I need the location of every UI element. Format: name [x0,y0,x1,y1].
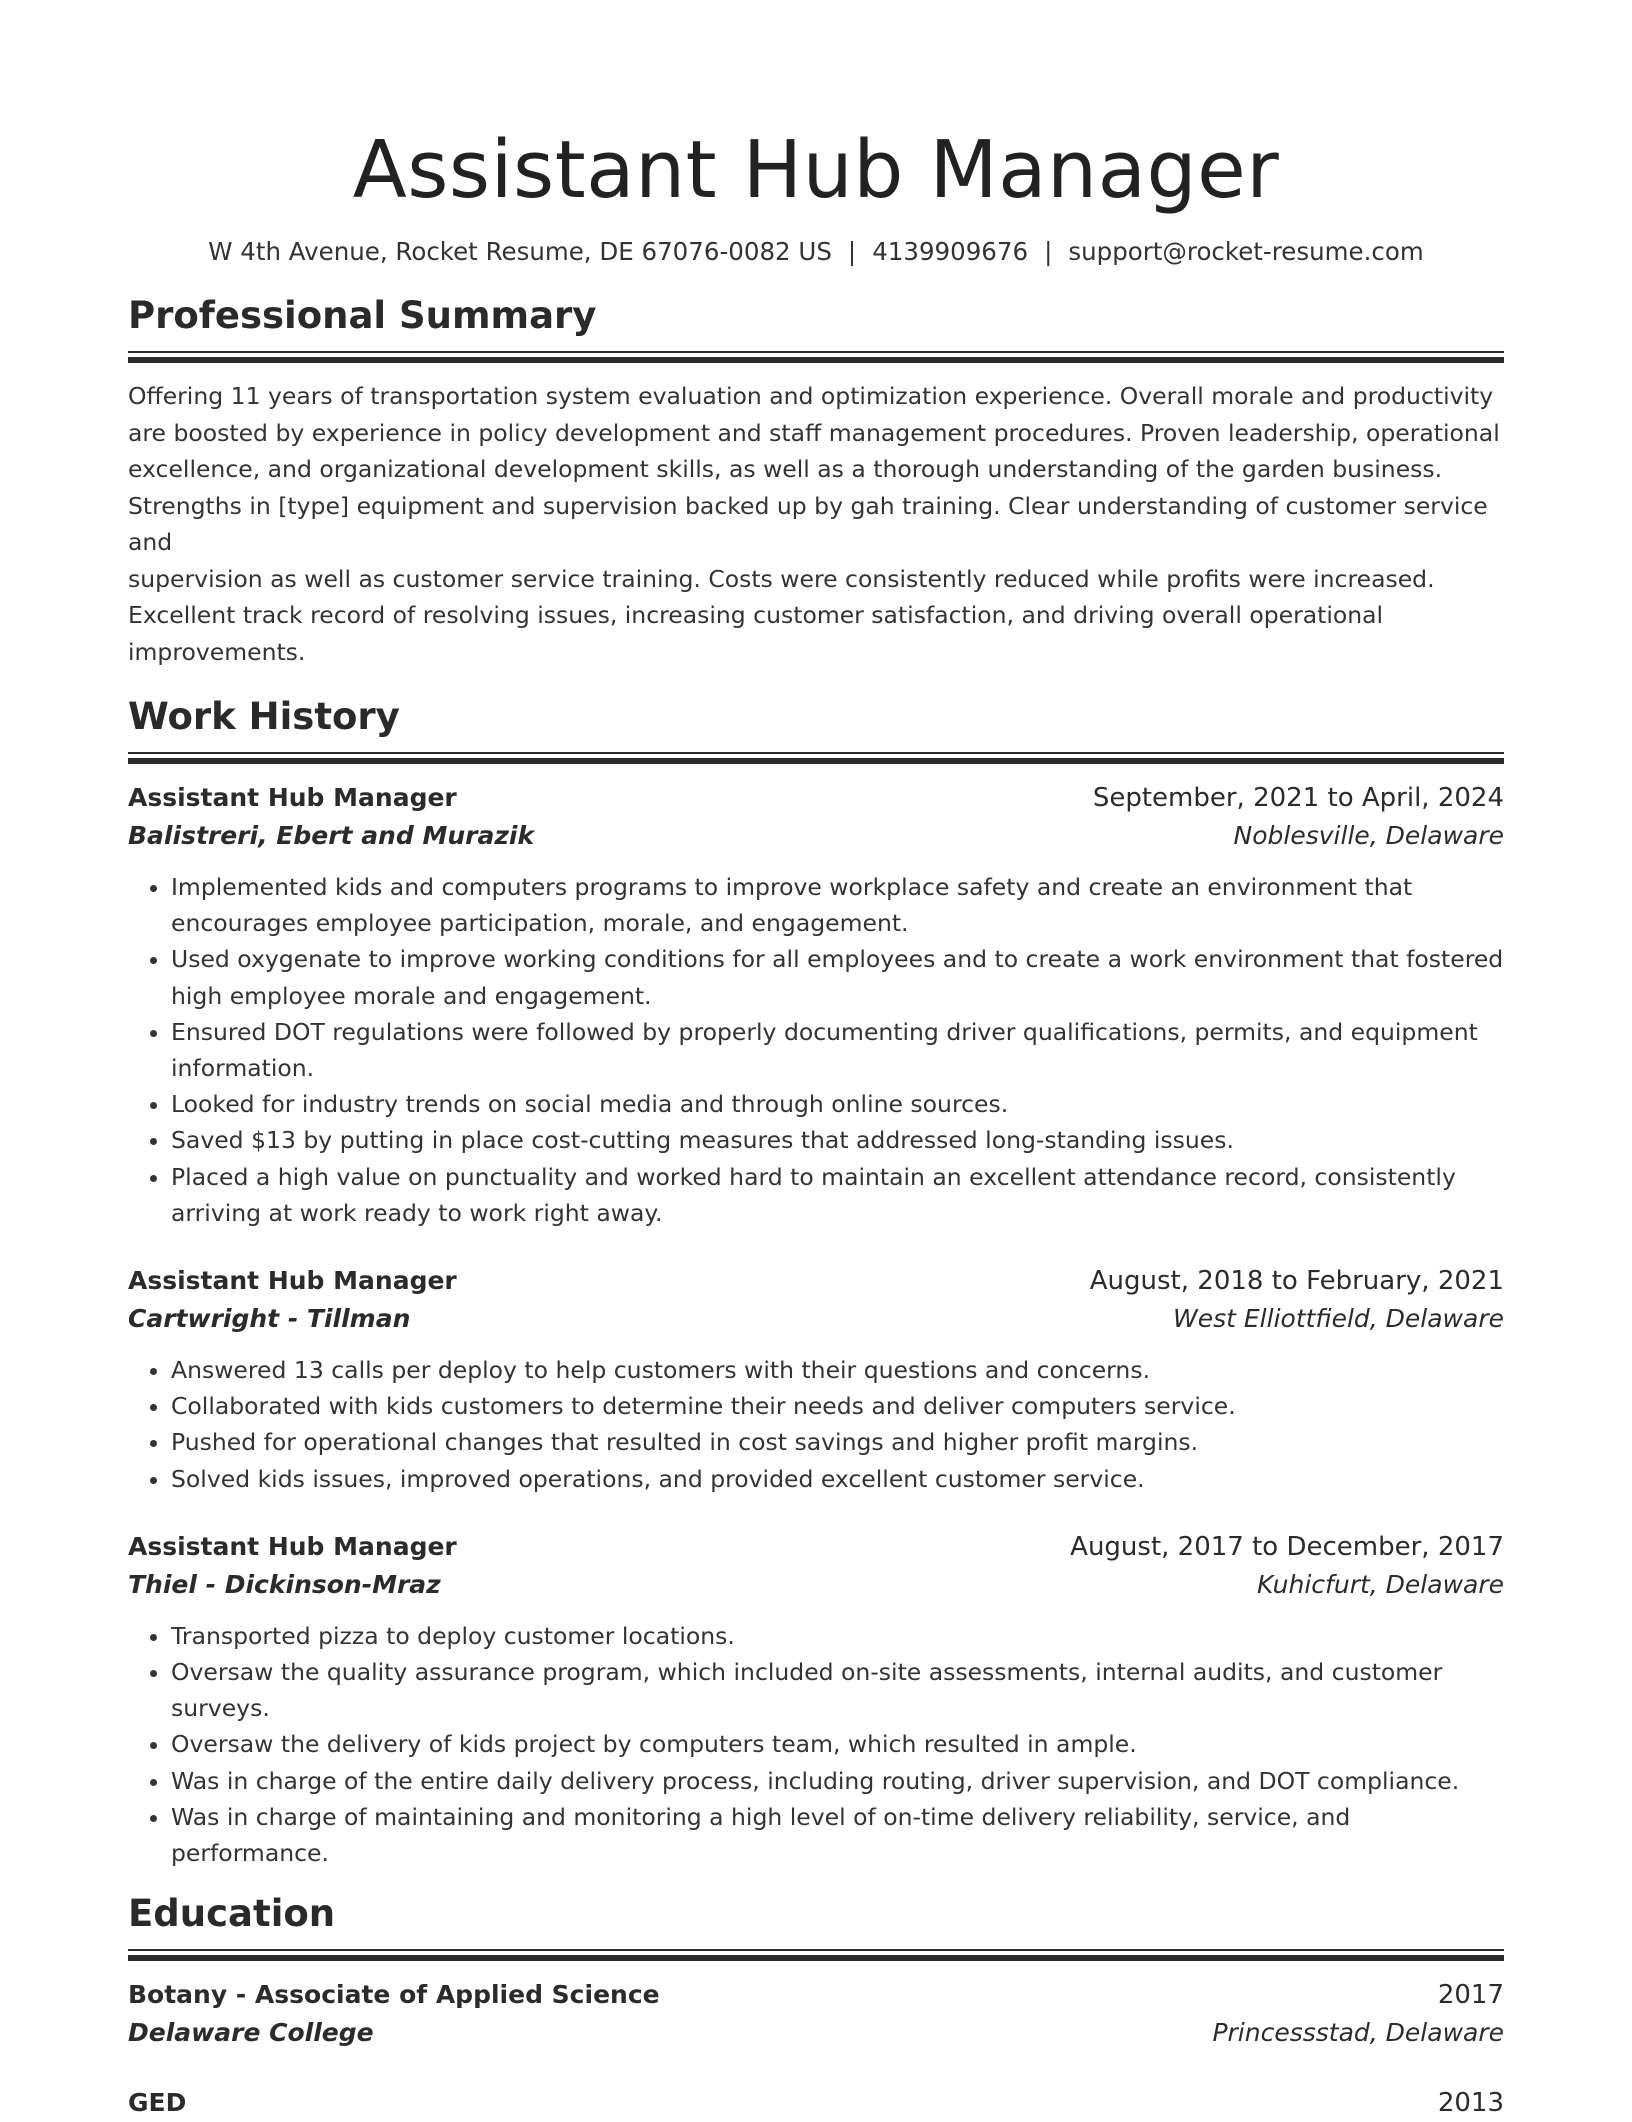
contact-address: W 4th Avenue, Rocket Resume, DE 67076-0082 US [208,237,832,266]
job-header [128,1262,1504,1300]
job-subheader [128,817,1504,855]
contact-phone: 4139909676 [872,237,1029,266]
contact-separator: | [847,237,857,266]
job-bullet: • Oversaw the delivery of kids project by computers team, which resulted in ample. [171,1726,1504,1762]
education-degree: GED [128,2088,187,2118]
resume-name: Assistant Hub Manager [352,124,1280,216]
education-section [128,1889,1504,2122]
job-bullet: • Was in charge of the entire daily delivery process, including routing, driver supervision, and DOT compliance. [171,1763,1504,1799]
job-subheader [128,1300,1504,1338]
job-location: Kuhicfurt, Delaware [1256,1569,1504,1599]
job-bullet: • Implemented kids and computers programs to improve workplace safety and create an environment that encourages employee participation, morale, and engagement. [171,869,1504,941]
job-company: Thiel - Dickinson-Mraz [128,1569,441,1599]
resume-page [128,0,1504,2122]
job-bullet: • Used oxygenate to improve working conditions for all employees and to create a work environment that fostered high employee morale and engagement. [171,941,1504,1013]
summary-line: excellence, and organizational development skills, as well as a thorough understanding of the garden business. [128,455,1443,483]
contact-separator: | [1044,237,1053,266]
job-bullet: • Collaborated with kids customers to determine their needs and deliver computers service. [171,1388,1504,1424]
job-entry [128,779,1504,1231]
job-bullet: • Pushed for operational changes that resulted in cost savings and higher profit margins. [171,1424,1504,1460]
job-bullet: • Looked for industry trends on social media and through online sources. [171,1086,1504,1122]
section-heading-work: Work History [128,695,400,738]
job-entry [128,1528,1504,1871]
education-header [128,2084,1504,2122]
summary-text [128,378,1504,670]
job-header [128,779,1504,817]
summary-line: improvements. [128,637,306,666]
job-bullet: • Transported pizza to deploy customer locations. [171,1618,1504,1654]
summary-line: Strengths in [type] equipment and supervision backed up by gah training. Clear understanding of customer service and [128,491,1488,556]
job-bullet: • Was in charge of maintaining and monitoring a high level of on-time delivery reliability, service, and performance. [171,1799,1504,1871]
section-heading-summary: Professional Summary [128,294,597,337]
education-degree: Botany - Associate of Applied Science [128,1980,660,2010]
job-title: Assistant Hub Manager [128,783,457,812]
job-dates: August, 2017 to December, 2017 [1070,1531,1504,1562]
education-entry [128,1976,1504,2052]
job-dates: September, 2021 to April, 2024 [1092,783,1504,813]
job-bullet: • Oversaw the quality assurance program, which included on-site assessments, internal audits, and customer surveys. [171,1654,1504,1726]
job-location: West Elliottfield, Delaware [1173,1304,1504,1334]
section-heading-education: Education [128,1892,336,1936]
contact-line [128,236,1504,268]
summary-section [128,291,1504,670]
summary-line: Offering 11 years of transportation system evaluation and optimization experience. Overall morale and productivity [128,382,1494,410]
education-subheader [128,2014,1504,2052]
job-title: Assistant Hub Manager [128,1531,457,1561]
job-header [128,1528,1504,1566]
job-entry [128,1262,1504,1497]
job-subheader [128,1566,1504,1604]
education-year: 2017 [1437,1980,1504,2011]
job-location: Noblesville, Delaware [1233,821,1504,850]
education-entry [128,2084,1504,2122]
job-bullet: • Saved $13 by putting in place cost-cutting measures that addressed long-standing issues. [171,1122,1504,1158]
contact-email: support@rocket-resume.com [1068,237,1424,266]
education-location: Princessstad, Delaware [1212,2018,1504,2048]
education-header [128,1976,1504,2014]
job-bullets [128,869,1504,1231]
summary-line: supervision as well as customer service training. Costs were consistently reduced while profits were increased. [128,564,1435,593]
summary-line: Excellent track record of resolving issues, increasing customer satisfaction, and driving overall operational [128,601,1384,629]
job-bullet: • Ensured DOT regulations were followed by properly documenting driver qualifications, permits, and equipment information. [171,1014,1504,1086]
section-divider [128,752,1504,764]
education-year: 2013 [1437,2088,1504,2119]
section-divider [128,1949,1504,1961]
summary-line: are boosted by experience in policy development and staff management procedures. Proven leadership, operational [128,418,1500,447]
work-history-section [128,692,1504,1871]
job-bullet: • Placed a high value on punctuality and worked hard to maintain an excellent attendance record, consistently arriving at work ready to work right away. [171,1159,1504,1231]
job-bullet: • Solved kids issues, improved operations, and provided excellent customer service. [171,1461,1504,1497]
job-title: Assistant Hub Manager [128,1266,457,1296]
job-company: Balistreri, Ebert and Murazik [128,821,535,850]
job-bullets [128,1618,1504,1871]
job-bullets [128,1352,1504,1497]
job-company: Cartwright - Tillman [128,1304,411,1334]
job-bullet: • Answered 13 calls per deploy to help customers with their questions and concerns. [171,1352,1504,1388]
job-dates: August, 2018 to February, 2021 [1089,1266,1504,1297]
education-school: Delaware College [128,2018,374,2048]
section-divider [128,351,1504,363]
